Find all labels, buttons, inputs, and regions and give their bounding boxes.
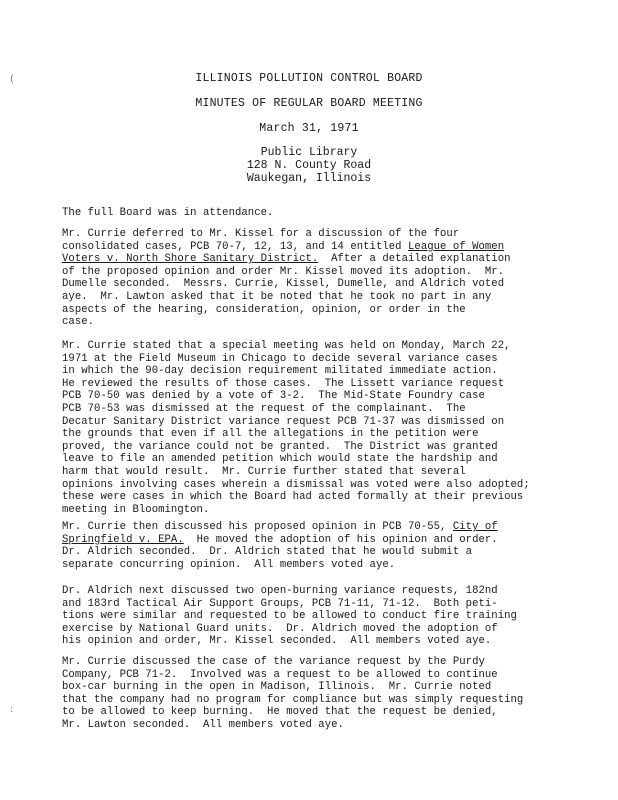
text-line: The full Board was in attendance. [62, 207, 274, 219]
text-line: separate concurring opinion. All members voted aye. [62, 558, 396, 571]
text-line: case. [62, 316, 95, 329]
paragraph-open-burning-variance [62, 585, 594, 648]
text-segment: After a detailed explanation [318, 253, 511, 266]
text-line [62, 521, 594, 534]
paragraph-league-of-women-voters [62, 228, 594, 329]
case-title-underlined: City of [452, 521, 498, 533]
text-line: meeting in Bloomington. [62, 503, 210, 516]
text-line: box-car burning in the open in Madison, Illinois. Mr. Currie noted [62, 681, 492, 694]
text-line: the grounds that even if all the allegations in the petition were [62, 428, 479, 441]
margin-mark-icon: ( [10, 74, 14, 85]
text-line: harm that would result. Mr. Currie further stated that several [62, 465, 466, 478]
text-segment: Mr. Currie then discussed his proposed opinion in PCB 70-55, [62, 521, 453, 533]
text-line: in which the 90-day decision requirement militated immediate action. [62, 365, 498, 378]
text-line: Mr. Currie deferred to Mr. Kissel for a discussion of the four [62, 228, 460, 240]
paragraph-purdy-company [62, 656, 594, 732]
text-line: PCB 70-53 was dismissed at the request of the complainant. The [62, 402, 466, 415]
text-line: proved, the variance could not be granted. The District was granted [62, 440, 498, 453]
text-line [62, 253, 594, 266]
text-line: He reviewed the results of those cases. The Lissett variance request [62, 377, 505, 390]
text-segment: consolidated cases, PCB 70-7, 12, 13, and 14 entitled [62, 240, 408, 253]
text-line [62, 241, 594, 254]
text-line: aye. Mr. Lawton asked that it be noted that he took no part in any [62, 290, 492, 303]
text-line: and 183rd Tactical Air Support Groups, PCB 71-11, 71-12. Both peti- [62, 597, 498, 610]
location-line: 128 N. County Road [246, 159, 372, 172]
text-line: opinions involving cases wherein a dismissal was voted were also adopted; [62, 478, 530, 491]
text-line: Decatur Sanitary District variance request PCB 71-37 was dismissed on [62, 415, 505, 428]
meeting-date: March 31, 1971 [259, 122, 359, 135]
text-line: Mr. Lawton seconded. All members voted aye. [62, 718, 344, 731]
location-line: Public Library [260, 146, 358, 159]
margin-mark-icon: : [10, 704, 14, 715]
text-line: leave to file an amended petition which would state the hardship and [62, 453, 498, 466]
text-line: Dumelle seconded. Messrs. Currie, Kissel, Dumelle, and Aldrich voted [62, 278, 505, 291]
text-segment: He moved the adoption of his opinion and order. [183, 533, 498, 546]
case-title-underlined: Springfield v. EPA. [62, 533, 184, 546]
text-line: exercise by National Guard units. Dr. Aldrich moved the adoption of [62, 622, 498, 635]
organization-title: ILLINOIS POLLUTION CONTROL BOARD [195, 72, 423, 85]
text-line: Mr. Currie stated that a special meeting was held on Monday, March 22, [62, 340, 511, 352]
text-line: to be allowed to keep burning. He moved that the request be denied, [62, 706, 498, 719]
paragraph-special-meeting [62, 340, 594, 516]
text-line: PCB 70-50 was denied by a vote of 3-2. The Mid-State Foundry case [62, 390, 485, 403]
location-line: Waukegan, Illinois [246, 172, 372, 185]
text-line: of the proposed opinion and order Mr. Kissel moved its adoption. Mr. [62, 265, 505, 278]
text-line: 1971 at the Field Museum in Chicago to decide several variance cases [62, 352, 498, 365]
text-line: that the company had no program for compliance but was simply requesting [62, 693, 524, 706]
document-title: MINUTES OF REGULAR BOARD MEETING [195, 97, 423, 110]
case-title-underlined: League of Women [408, 240, 505, 253]
text-line: Dr. Aldrich next discussed two open-burning variance requests, 182nd [62, 585, 498, 597]
case-title-underlined: Voters v. North Shore Sanitary District. [62, 253, 319, 266]
text-line [62, 534, 594, 547]
paragraph-springfield-v-epa [62, 521, 594, 571]
meeting-location [0, 146, 618, 185]
text-line: Dr. Aldrich seconded. Dr. Aldrich stated that he would submit a [62, 546, 473, 559]
paragraph-attendance [62, 207, 594, 220]
text-line: Company, PCB 71-2. Involved was a request to be allowed to continue [62, 668, 498, 681]
text-line: his opinion and order, Mr. Kissel seconded. All members voted aye. [62, 635, 492, 648]
text-line: Mr. Currie discussed the case of the variance request by the Purdy [62, 656, 485, 668]
text-line: tions were similar and requested to be allowed to conduct fire training [62, 610, 517, 623]
text-line: these were cases in which the Board had acted formally at their previous [62, 491, 524, 504]
text-line: aspects of the hearing, consideration, opinion, or order in the [62, 303, 466, 316]
